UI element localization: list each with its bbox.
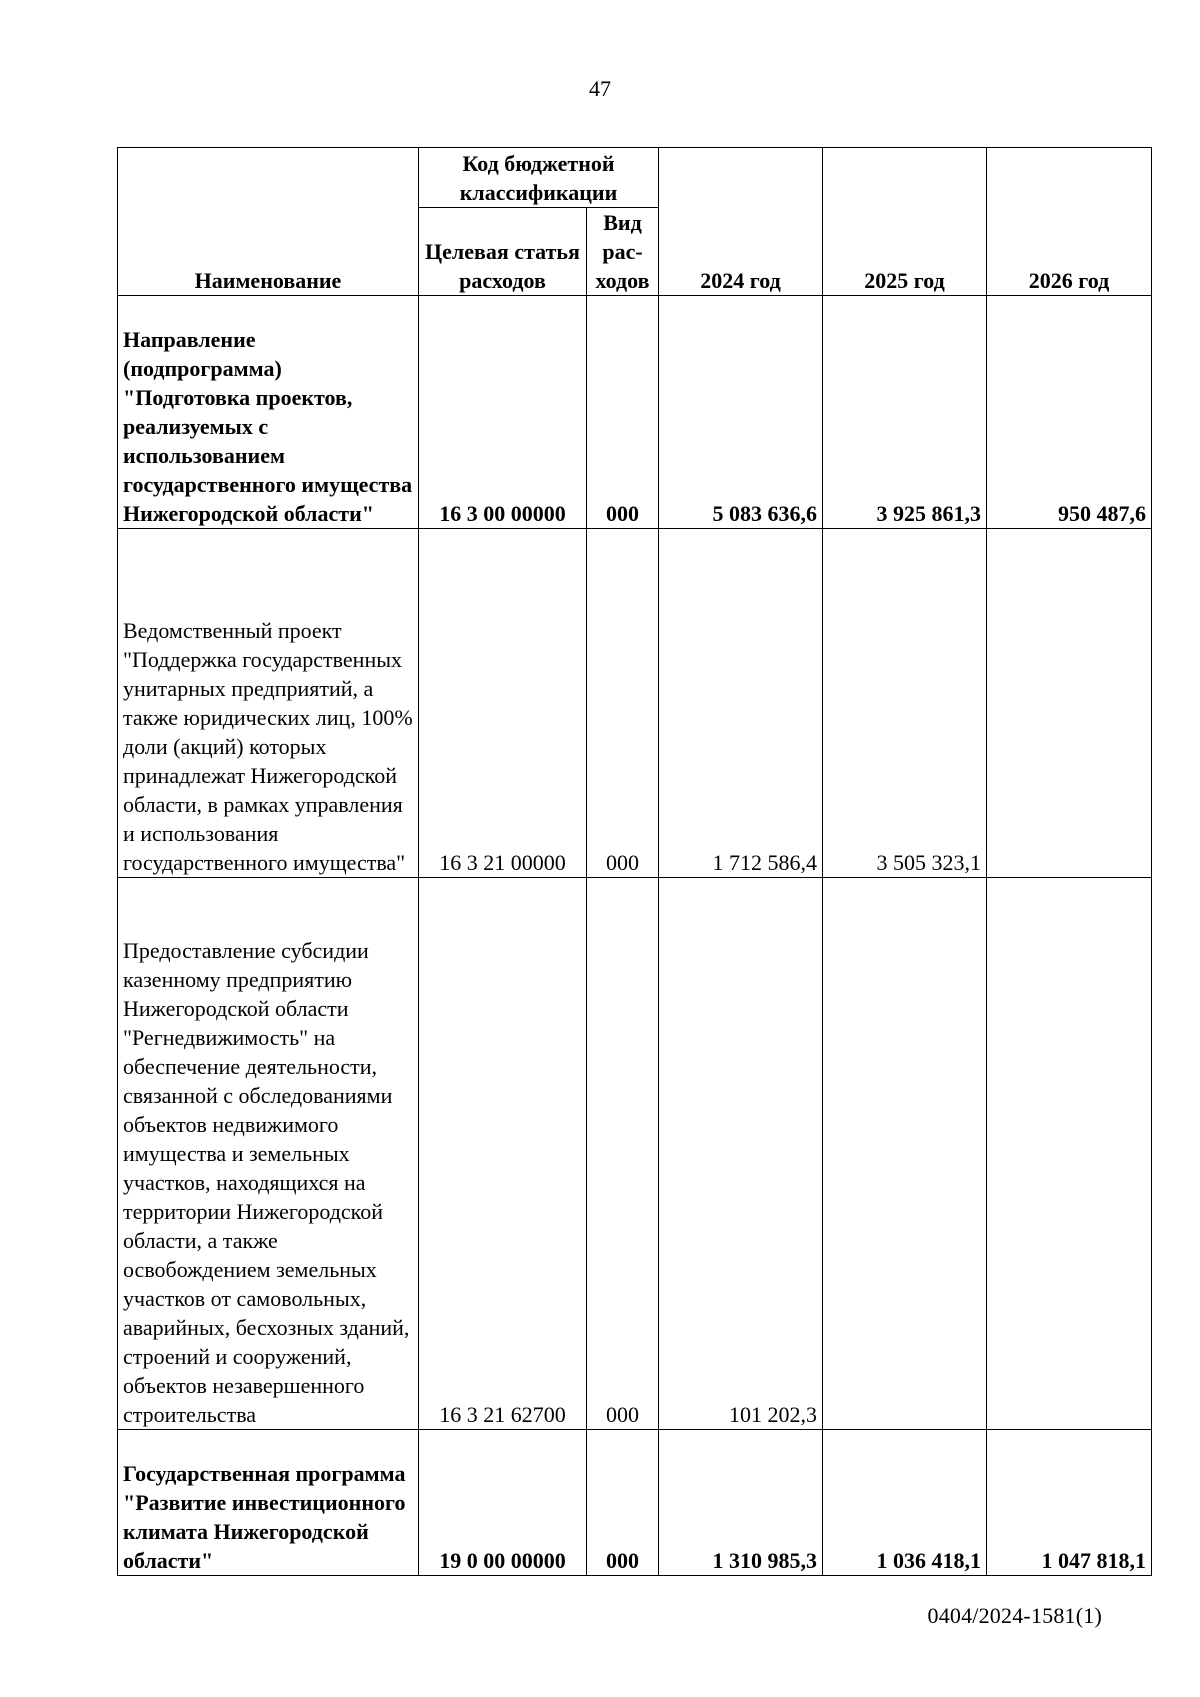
row-2026 [987, 529, 1152, 878]
header-2024: 2024 год [659, 148, 823, 296]
table-row [118, 878, 1152, 1430]
row-2024: 5 083 636,6 [659, 296, 823, 529]
budget-table [117, 147, 1152, 1576]
row-name: Ведомственный проект "Поддержка государственных унитарных предприятий, а также юридических лиц, 100% доли (акций) которых принадлежат Нижегородской области, в рамках управления и использования государственного имущества" [118, 529, 419, 878]
header-bcc-group: Код бюджетной классификации [419, 148, 659, 208]
document-registration-code: 0404/2024-1581(1) [927, 1603, 1102, 1628]
row-type: 000 [587, 878, 659, 1430]
row-target: 16 3 21 00000 [419, 529, 587, 878]
row-2025: 1 036 418,1 [823, 1430, 987, 1576]
row-2024: 1 310 985,3 [659, 1430, 823, 1576]
row-2025: 3 505 323,1 [823, 529, 987, 878]
row-2025: 3 925 861,3 [823, 296, 987, 529]
row-2024: 101 202,3 [659, 878, 823, 1430]
row-name: Предоставление субсидии казенному предприятию Нижегородской области "Регнедвижимость" на обеспечение деятельности, связанной с обследованиями объектов недвижимого имущества и земельных участков, находящихся на территории Нижегородской области, а также освобождением земельных участков от самовольных, аварийных, бесхозных зданий, строений и сооружений, объектов незавершенного строительства [118, 878, 419, 1430]
table-row [118, 296, 1152, 529]
row-type: 000 [587, 529, 659, 878]
table-row [118, 529, 1152, 878]
row-2024: 1 712 586,4 [659, 529, 823, 878]
header-name: Наименование [118, 148, 419, 296]
row-target: 16 3 00 00000 [419, 296, 587, 529]
row-2026: 950 487,6 [987, 296, 1152, 529]
table-row [118, 1430, 1152, 1576]
page-number: 47 [589, 76, 611, 101]
row-name: Направление (подпрограмма) "Подготовка проектов, реализуемых с использованием государственного имущества Нижегородской области" [118, 296, 419, 529]
row-type: 000 [587, 296, 659, 529]
row-2026: 1 047 818,1 [987, 1430, 1152, 1576]
row-2026 [987, 878, 1152, 1430]
header-target-article: Целевая статья расходов [419, 208, 587, 296]
row-target: 19 0 00 00000 [419, 1430, 587, 1576]
header-2025: 2025 год [823, 148, 987, 296]
row-name: Государственная программа "Развитие инвестиционного климата Нижегородской области" [118, 1430, 419, 1576]
header-2026: 2026 год [987, 148, 1152, 296]
row-2025 [823, 878, 987, 1430]
header-expense-type: Вид рас-ходов [587, 208, 659, 296]
row-target: 16 3 21 62700 [419, 878, 587, 1430]
header-row-top [118, 148, 1152, 208]
row-type: 000 [587, 1430, 659, 1576]
